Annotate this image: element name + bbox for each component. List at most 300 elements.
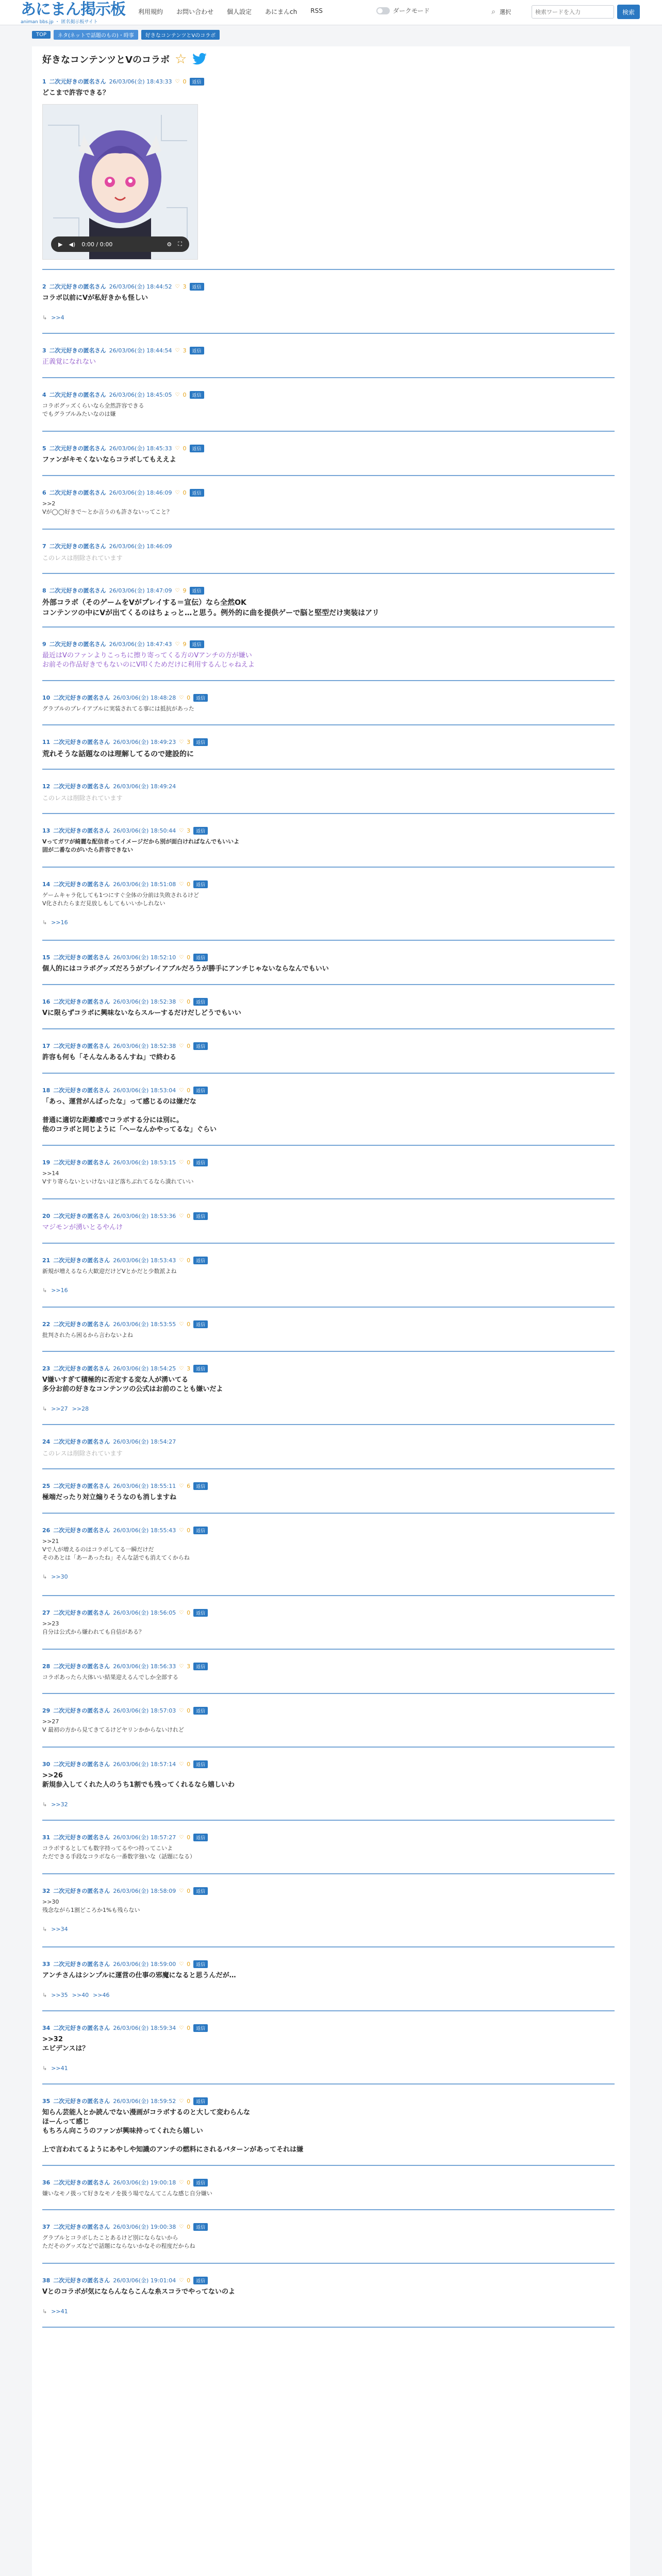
post-header xyxy=(42,1833,615,1841)
reply-button[interactable]: 返信 xyxy=(193,998,208,1006)
post-date: 26/03/06(金) 18:46:09 xyxy=(109,489,172,496)
post-body: 極端だったり対立煽りそうなのも消しますね xyxy=(42,1494,177,1501)
post-date: 26/03/06(金) 18:47:43 xyxy=(109,641,172,648)
anchor-link[interactable]: >>40 xyxy=(72,1992,89,1998)
good-count: 0 xyxy=(187,2223,191,2230)
post-date: 26/03/06(金) 18:48:28 xyxy=(113,694,176,701)
post-divider xyxy=(42,984,615,985)
reply-button[interactable]: 返信 xyxy=(193,1042,208,1050)
post-number[interactable]: 19 xyxy=(42,1159,51,1166)
good-count: 0 xyxy=(187,2179,191,2186)
post-author: 二次元好きの匿名さん xyxy=(53,694,110,701)
settings-icon[interactable]: ⚙ xyxy=(167,241,172,248)
post-number[interactable]: 24 xyxy=(42,1438,51,1445)
post-date: 26/03/06(金) 18:53:04 xyxy=(113,1087,176,1094)
heart-icon[interactable]: ♡ xyxy=(179,1888,184,1894)
search-icon: ⌕ xyxy=(491,8,495,16)
reply-button[interactable]: 返信 xyxy=(190,445,204,452)
reply-button[interactable]: 返信 xyxy=(193,1527,208,1534)
search-input[interactable] xyxy=(532,5,614,19)
play-icon[interactable]: ▶ xyxy=(58,241,63,248)
heart-icon[interactable]: ♡ xyxy=(175,347,180,353)
reply-button[interactable]: 返信 xyxy=(193,1707,208,1715)
nav-link[interactable]: あにまんch xyxy=(265,8,297,15)
post xyxy=(42,738,615,759)
reply-button[interactable]: 返信 xyxy=(193,2024,208,2032)
post xyxy=(42,488,615,516)
post-author: 二次元好きの匿名さん xyxy=(53,1888,110,1894)
post-divider xyxy=(42,1424,615,1425)
post-body: このレスは削除されています xyxy=(42,554,123,562)
twitter-bird-icon[interactable] xyxy=(192,53,207,66)
anchor-link[interactable]: >>16 xyxy=(51,919,68,926)
post-number[interactable]: 18 xyxy=(42,1087,51,1094)
post-body: Vってガワが綺麗な配信者ってイメージだから別が面白ければなんでもいいよ 固が二番なのがいたら許容できない xyxy=(42,838,240,853)
heart-icon[interactable]: ♡ xyxy=(179,1159,184,1165)
post-author: 二次元好きの匿名さん xyxy=(53,1043,110,1049)
post xyxy=(42,391,615,418)
reply-button[interactable]: 返信 xyxy=(190,489,204,497)
post-body: 「あっ、運営がんばったな」って感じるのは嫌だな 普通に適切な距離感でコラボする分には別に。 他のコラボと同じように「へーなんかやってるな」ぐらい xyxy=(42,1098,217,1133)
post-header xyxy=(42,738,615,746)
post-divider xyxy=(42,2263,615,2264)
post-date: 26/03/06(金) 18:59:34 xyxy=(113,2025,176,2031)
reply-button[interactable]: 返信 xyxy=(193,954,208,961)
thread-header xyxy=(42,53,207,66)
post-number[interactable]: 30 xyxy=(42,1760,51,1768)
post-author: 二次元好きの匿名さん xyxy=(49,543,106,550)
heart-icon[interactable]: ♡ xyxy=(179,1609,184,1616)
post-header xyxy=(42,997,615,1006)
post-divider xyxy=(42,529,615,530)
good-count: 3 xyxy=(187,1663,191,1670)
post-body: グラブルとコラボしたことあるけど別にならないから ただそのグッズなどで話題にならないかなその程度だからね xyxy=(42,2234,195,2249)
reply-arrow-icon: ↳ xyxy=(42,919,47,926)
post-author: 二次元好きの匿名さん xyxy=(53,827,110,834)
heart-icon[interactable]: ♡ xyxy=(175,78,180,84)
thread-title: 好きなコンテンツとVのコラボ xyxy=(42,55,170,65)
post-divider xyxy=(42,333,615,334)
heart-icon[interactable]: ♡ xyxy=(179,1527,184,1533)
post-header xyxy=(42,640,615,648)
post-header xyxy=(42,542,615,550)
anchor-link[interactable]: >>32 xyxy=(51,1801,68,1808)
heart-icon[interactable]: ♡ xyxy=(179,1365,184,1371)
post-number[interactable]: 37 xyxy=(42,2223,51,2230)
post-divider xyxy=(42,269,615,270)
good-count: 0 xyxy=(187,1159,191,1166)
heart-icon[interactable]: ♡ xyxy=(179,1257,184,1263)
heart-icon[interactable]: ♡ xyxy=(179,1087,184,1093)
post-divider xyxy=(42,1198,615,1199)
post-number[interactable]: 2 xyxy=(42,283,46,290)
nav-link[interactable]: 個人設定 xyxy=(227,8,252,15)
heart-icon[interactable]: ♡ xyxy=(179,694,184,701)
breadcrumb xyxy=(32,30,220,40)
heart-icon[interactable]: ♡ xyxy=(179,954,184,960)
post-header xyxy=(42,488,615,497)
good-count: 0 xyxy=(187,1527,191,1534)
reply-button[interactable]: 返信 xyxy=(190,283,204,291)
volume-icon[interactable]: ◀) xyxy=(69,241,76,248)
post-header xyxy=(42,586,615,595)
post-number[interactable]: 34 xyxy=(42,2024,51,2031)
search-button[interactable]: 検索 xyxy=(617,5,640,19)
post-header xyxy=(42,1320,615,1328)
post-number[interactable]: 20 xyxy=(42,1212,51,1219)
reply-button[interactable]: 返信 xyxy=(193,1663,208,1670)
heart-icon[interactable]: ♡ xyxy=(175,641,180,647)
anchor-link[interactable]: >>28 xyxy=(72,1405,89,1412)
heart-icon[interactable]: ♡ xyxy=(179,1761,184,1767)
good-count: 0 xyxy=(187,1212,191,1219)
reply-button[interactable]: 返信 xyxy=(193,694,208,702)
post xyxy=(42,77,615,260)
reply-button[interactable]: 返信 xyxy=(193,2223,208,2231)
post-header xyxy=(42,2276,615,2284)
post xyxy=(42,1887,615,1933)
post xyxy=(42,1086,615,1134)
post-date: 26/03/06(金) 18:44:54 xyxy=(109,347,172,354)
post-divider xyxy=(42,1595,615,1596)
breadcrumb-top[interactable]: TOP xyxy=(32,31,51,39)
heart-icon[interactable]: ♡ xyxy=(179,739,184,745)
post-author: 二次元好きの匿名さん xyxy=(53,1663,110,1670)
post-header xyxy=(42,1212,615,1220)
reply-arrow-icon: ↳ xyxy=(42,1926,47,1933)
breadcrumb-thread[interactable]: 好きなコンテンツとVのコラボ xyxy=(141,30,220,40)
post-header xyxy=(42,1042,615,1050)
heart-icon[interactable]: ♡ xyxy=(179,2179,184,2185)
reply-button[interactable]: 返信 xyxy=(193,1760,208,1768)
post-divider xyxy=(42,813,615,814)
search-scope-select[interactable]: 選択 xyxy=(500,9,511,15)
reply-button[interactable]: 返信 xyxy=(190,391,204,399)
post xyxy=(42,826,615,854)
post xyxy=(42,346,615,367)
good-count: 0 xyxy=(187,998,191,1005)
anchor-link[interactable]: >>41 xyxy=(51,2065,68,2072)
post-number[interactable]: 17 xyxy=(42,1042,51,1049)
post-date: 26/03/06(金) 18:52:38 xyxy=(113,998,176,1005)
reply-button[interactable]: 返信 xyxy=(193,1482,208,1490)
post-body: V嫌いすぎて積極的に否定する変な人が湧いてる 多分お前の好きなコンテンツの公式はお前のことも嫌いだよ xyxy=(42,1376,223,1393)
post-body: 許容も何も「そんなんあるんすね」で終わる xyxy=(42,1054,177,1061)
anchor-link[interactable]: >>16 xyxy=(51,1287,68,1294)
post-divider xyxy=(42,2083,615,2084)
heart-icon[interactable]: ♡ xyxy=(175,445,180,451)
post-number[interactable]: 4 xyxy=(42,391,46,398)
post-header xyxy=(42,1960,615,1968)
reply-anchors xyxy=(42,1801,615,1808)
post-divider xyxy=(42,377,615,378)
post-date: 26/03/06(金) 18:58:09 xyxy=(113,1888,176,1894)
post-date: 26/03/06(金) 18:55:11 xyxy=(113,1483,176,1489)
post-body: グラブルのプレイアブルに実装されてる事には抵抗があった xyxy=(42,705,194,712)
good-count: 3 xyxy=(187,738,191,745)
post-body: >>30 残念ながら1割どころか1%も残らない xyxy=(42,1899,140,1913)
reply-anchors xyxy=(42,1992,615,1998)
reply-button[interactable]: 返信 xyxy=(193,827,208,835)
post-date: 26/03/06(金) 18:53:36 xyxy=(113,1213,176,1219)
post-number[interactable]: 14 xyxy=(42,880,51,888)
post xyxy=(42,640,615,670)
post-divider xyxy=(42,1351,615,1352)
reply-anchors xyxy=(42,1287,615,1294)
post-number[interactable]: 32 xyxy=(42,1887,51,1894)
reply-button[interactable]: 返信 xyxy=(190,587,204,595)
post-date: 26/03/06(金) 18:57:14 xyxy=(113,1761,176,1768)
search-area xyxy=(487,5,640,19)
nav-link[interactable]: お問い合わせ xyxy=(176,8,214,15)
good-count: 9 xyxy=(183,587,187,594)
good-count: 0 xyxy=(187,694,191,701)
darkmode-toggle[interactable] xyxy=(376,6,430,15)
post-number[interactable]: 12 xyxy=(42,783,51,790)
post-date: 26/03/06(金) 18:43:33 xyxy=(109,78,172,85)
post-body: >>26 新規参入してくれた人のうち1割でも残ってくれるなら嬉しいわ xyxy=(42,1772,235,1789)
post-author: 二次元好きの匿名さん xyxy=(53,2224,110,2230)
heart-icon[interactable]: ♡ xyxy=(175,283,180,290)
reply-button[interactable]: 返信 xyxy=(193,1887,208,1895)
post-divider xyxy=(42,2165,615,2166)
post-author: 二次元好きの匿名さん xyxy=(53,2277,110,2284)
post xyxy=(42,953,615,974)
post-number[interactable]: 27 xyxy=(42,1609,51,1616)
post-number[interactable]: 29 xyxy=(42,1707,51,1714)
good-count: 6 xyxy=(187,1482,191,1489)
heart-icon[interactable]: ♡ xyxy=(179,1961,184,1967)
post-header xyxy=(42,880,615,888)
post-date: 26/03/06(金) 18:53:15 xyxy=(113,1159,176,1166)
post-body: >>2 Vが◯◯好きで〜とか言うのも許さないってこと？ xyxy=(42,500,173,515)
post-number[interactable]: 28 xyxy=(42,1663,51,1670)
post-number[interactable]: 16 xyxy=(42,998,51,1005)
reply-button[interactable]: 返信 xyxy=(193,1365,208,1372)
post-number[interactable]: 38 xyxy=(42,2277,51,2284)
post-header xyxy=(42,391,615,399)
post-number[interactable]: 21 xyxy=(42,1257,51,1264)
post xyxy=(42,1662,615,1682)
post-author: 二次元好きの匿名さん xyxy=(49,347,106,354)
post-divider xyxy=(42,2327,615,2328)
post-number[interactable]: 11 xyxy=(42,738,51,745)
post xyxy=(42,586,615,618)
post-body: >>23 自分は公式から嫌われても自信がある？ xyxy=(42,1620,144,1635)
reply-arrow-icon: ↳ xyxy=(42,2308,47,2315)
post-author: 二次元好きの匿名さん xyxy=(53,2179,110,2186)
heart-icon[interactable]: ♡ xyxy=(179,1834,184,1840)
reply-button[interactable]: 返信 xyxy=(193,1320,208,1328)
breadcrumb-category[interactable]: ネタ(ネットで話題のもの)・時事 xyxy=(54,30,138,40)
reply-arrow-icon: ↳ xyxy=(42,1573,47,1580)
reply-button[interactable]: 返信 xyxy=(193,2277,208,2284)
post-divider xyxy=(42,475,615,476)
nav-link[interactable]: RSS xyxy=(310,7,323,14)
anchor-link[interactable]: >>35 xyxy=(51,1992,68,1998)
video-time: 0:00 / 0:00 xyxy=(81,241,113,248)
post-number[interactable]: 22 xyxy=(42,1320,51,1328)
post-author: 二次元好きの匿名さん xyxy=(53,1483,110,1489)
post-divider xyxy=(42,2209,615,2210)
post-date: 26/03/06(金) 18:45:33 xyxy=(109,445,172,452)
reply-button[interactable]: 返信 xyxy=(193,738,208,746)
logo-subtext: animan bbs.jp ・ 匿名掲示板サイト xyxy=(21,20,98,25)
reply-button[interactable]: 返信 xyxy=(193,1609,208,1617)
heart-icon[interactable]: ♡ xyxy=(175,392,180,398)
heart-icon[interactable]: ♡ xyxy=(179,1321,184,1327)
anchor-link[interactable]: >>46 xyxy=(93,1992,110,1998)
reply-button[interactable]: 返信 xyxy=(193,880,208,888)
post-author: 二次元好きの匿名さん xyxy=(53,1961,110,1968)
post-number[interactable]: 36 xyxy=(42,2179,51,2186)
good-count: 3 xyxy=(187,1365,191,1372)
post xyxy=(42,542,615,563)
post-body: コラボグッズくらいなら全然許容できる でもグラブルみたいなのは嫌 xyxy=(42,402,144,417)
heart-icon[interactable]: ♡ xyxy=(179,1663,184,1669)
post xyxy=(42,1833,615,1861)
post-divider xyxy=(42,1145,615,1146)
heart-icon[interactable]: ♡ xyxy=(179,827,184,834)
post-number[interactable]: 26 xyxy=(42,1527,51,1534)
reply-button[interactable]: 返信 xyxy=(193,1159,208,1166)
post xyxy=(42,997,615,1018)
good-count: 3 xyxy=(183,347,187,354)
post-number[interactable]: 3 xyxy=(42,347,46,354)
post xyxy=(42,1760,615,1808)
post-number[interactable]: 31 xyxy=(42,1834,51,1841)
post-date: 26/03/06(金) 18:44:52 xyxy=(109,283,172,290)
heart-icon[interactable]: ♡ xyxy=(175,489,180,496)
heart-icon[interactable]: ♡ xyxy=(175,587,180,594)
anchor-link[interactable]: >>34 xyxy=(51,1926,68,1933)
thread-container xyxy=(32,46,630,2576)
post-header xyxy=(42,693,615,702)
post xyxy=(42,782,615,803)
post-number[interactable]: 25 xyxy=(42,1482,51,1489)
star-outline-icon[interactable]: ☆ xyxy=(175,52,187,67)
post-date: 26/03/06(金) 19:01:04 xyxy=(113,2277,176,2284)
heart-icon[interactable]: ♡ xyxy=(179,1707,184,1714)
post-divider xyxy=(42,573,615,574)
reply-button[interactable]: 返信 xyxy=(193,1212,208,1220)
reply-button[interactable]: 返信 xyxy=(190,347,204,354)
post-divider xyxy=(42,1693,615,1694)
post-number[interactable]: 6 xyxy=(42,489,46,496)
video-player[interactable] xyxy=(42,104,198,260)
post xyxy=(42,2223,615,2250)
good-count: 0 xyxy=(187,1257,191,1264)
heart-icon[interactable]: ♡ xyxy=(179,2224,184,2230)
post xyxy=(42,2024,615,2072)
post-divider xyxy=(42,626,615,628)
post-body: >>21 Vで人が増えるのはコラボしてる一瞬だけだ そのあとは「あーあったね」そんな話でも消えてくからね xyxy=(42,1538,190,1561)
post-number[interactable]: 23 xyxy=(42,1365,51,1372)
reply-button[interactable]: 返信 xyxy=(193,1087,208,1094)
reply-button[interactable]: 返信 xyxy=(190,640,204,648)
post-header xyxy=(42,953,615,961)
post-header xyxy=(42,282,615,291)
post-header xyxy=(42,1364,615,1372)
toggle-switch[interactable] xyxy=(376,7,390,14)
heart-icon[interactable]: ♡ xyxy=(179,998,184,1005)
anchor-link[interactable]: >>30 xyxy=(51,1573,68,1580)
logo-text[interactable]: あにまん掲示板 xyxy=(21,1,125,19)
post-number[interactable]: 10 xyxy=(42,694,51,701)
reply-button[interactable]: 返信 xyxy=(193,2179,208,2187)
post-number[interactable]: 33 xyxy=(42,1960,51,1968)
post-number[interactable]: 13 xyxy=(42,827,51,834)
post-header xyxy=(42,1887,615,1895)
post-author: 二次元好きの匿名さん xyxy=(49,283,106,290)
heart-icon[interactable]: ♡ xyxy=(179,1483,184,1489)
reply-anchors xyxy=(42,2065,615,2072)
post xyxy=(42,282,615,321)
post-number[interactable]: 9 xyxy=(42,640,46,648)
good-count: 0 xyxy=(187,1609,191,1616)
good-count: 0 xyxy=(187,1760,191,1768)
post-date: 26/03/06(金) 18:59:00 xyxy=(113,1961,176,1968)
anchor-link[interactable]: >>41 xyxy=(51,2308,68,2315)
post xyxy=(42,1320,615,1340)
reply-button[interactable]: 返信 xyxy=(193,2097,208,2105)
post-number[interactable]: 15 xyxy=(42,954,51,961)
post-body: Vとのコラボが気にならんならこんな糸スコラでやってないのよ xyxy=(42,2288,236,2296)
post-divider xyxy=(42,680,615,681)
post-body: 新規が増えるなら大歓迎だけどVとかだと少数派よね xyxy=(42,1268,177,1275)
good-count: 0 xyxy=(187,1707,191,1714)
nav-link[interactable]: 利用規約 xyxy=(138,8,163,15)
post xyxy=(42,2178,615,2198)
darkmode-label: ダークモード xyxy=(393,7,430,14)
post-author: 二次元好きの匿名さん xyxy=(49,641,106,648)
post-number[interactable]: 5 xyxy=(42,445,46,452)
reply-button[interactable]: 返信 xyxy=(193,1834,208,1841)
post-body: 嫌いなモノ扱って好きなモノを扱う場でなんてこんな感じ自分嫌い xyxy=(42,2190,212,2197)
post-author: 二次元好きの匿名さん xyxy=(53,1527,110,1534)
post-date: 26/03/06(金) 18:59:52 xyxy=(113,2098,176,2105)
site-logo[interactable] xyxy=(21,2,125,25)
anchor-link[interactable]: >>27 xyxy=(51,1405,68,1412)
post-number[interactable]: 1 xyxy=(42,78,46,85)
reply-button[interactable]: 返信 xyxy=(193,1960,208,1968)
post-author: 二次元好きの匿名さん xyxy=(53,2098,110,2105)
heart-icon[interactable]: ♡ xyxy=(179,2025,184,2031)
post-number[interactable]: 8 xyxy=(42,587,46,594)
post-number[interactable]: 35 xyxy=(42,2097,51,2105)
post-header xyxy=(42,1760,615,1768)
video-controls[interactable] xyxy=(51,236,189,252)
post-number[interactable]: 7 xyxy=(42,543,46,550)
reply-button[interactable]: 返信 xyxy=(190,78,204,86)
heart-icon[interactable]: ♡ xyxy=(179,1043,184,1049)
post-header xyxy=(42,346,615,354)
post xyxy=(42,1437,615,1458)
heart-icon[interactable]: ♡ xyxy=(179,1213,184,1219)
post-header xyxy=(42,1526,615,1534)
anchor-link[interactable]: >>4 xyxy=(51,314,64,321)
post-divider xyxy=(42,1513,615,1514)
post-author: 二次元好きの匿名さん xyxy=(53,1609,110,1616)
fullscreen-icon[interactable]: ⛶ xyxy=(178,241,182,247)
reply-button[interactable]: 返信 xyxy=(193,1257,208,1264)
heart-icon[interactable]: ♡ xyxy=(179,2277,184,2283)
post xyxy=(42,1042,615,1062)
post-divider xyxy=(42,1820,615,1821)
post-divider xyxy=(42,2010,615,2011)
heart-icon[interactable]: ♡ xyxy=(179,2098,184,2104)
heart-icon[interactable]: ♡ xyxy=(179,881,184,887)
